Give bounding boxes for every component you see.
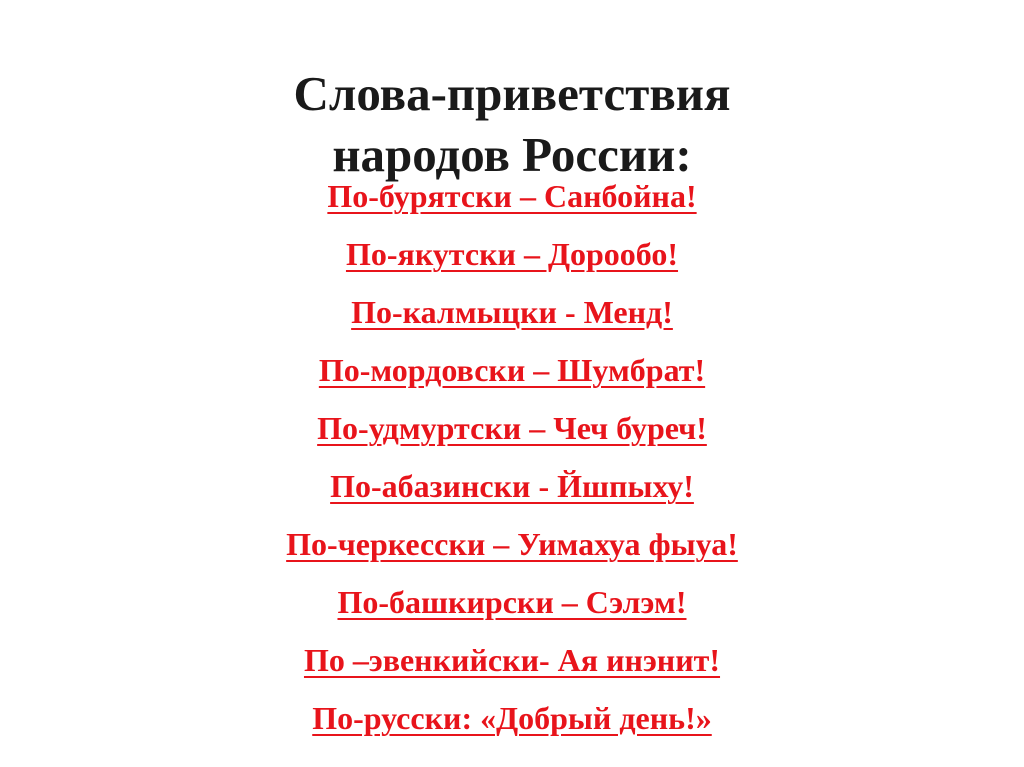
greeting-text: По-якутски – Дорообо! [345, 236, 679, 272]
greeting-text: По-бурятски – Санбойна! [327, 178, 697, 214]
title-line-1: Слова-приветствия [293, 65, 731, 121]
greeting-text: По-башкирски – Сэлэм! [337, 584, 687, 620]
greeting-russian [0, 692, 1024, 750]
greetings-list [0, 170, 1024, 750]
greeting-kalmyk [0, 286, 1024, 344]
slide-title [0, 63, 1024, 185]
greeting-buryat [0, 170, 1024, 228]
greeting-text: По-русски: «Добрый день!» [312, 700, 712, 736]
title-line-2: народов России: [332, 126, 692, 182]
greeting-mordovian [0, 344, 1024, 402]
greeting-evenki [0, 634, 1024, 692]
greeting-abazin [0, 460, 1024, 518]
greeting-yakut [0, 228, 1024, 286]
greeting-text: По-калмыцки - Менд! [351, 294, 673, 330]
greeting-circassian [0, 518, 1024, 576]
greeting-text: По-удмуртски – Чеч буреч! [317, 410, 707, 446]
greeting-text: По –эвенкийски- Ая инэнит! [303, 642, 721, 678]
greeting-bashkir [0, 576, 1024, 634]
greeting-text: По-черкесски – Уимахуа фыуа! [286, 526, 738, 562]
greeting-udmurt [0, 402, 1024, 460]
greeting-text: По-абазински - Йшпыху! [330, 468, 694, 504]
greeting-text: По-мордовски – Шумбрат! [318, 352, 706, 388]
